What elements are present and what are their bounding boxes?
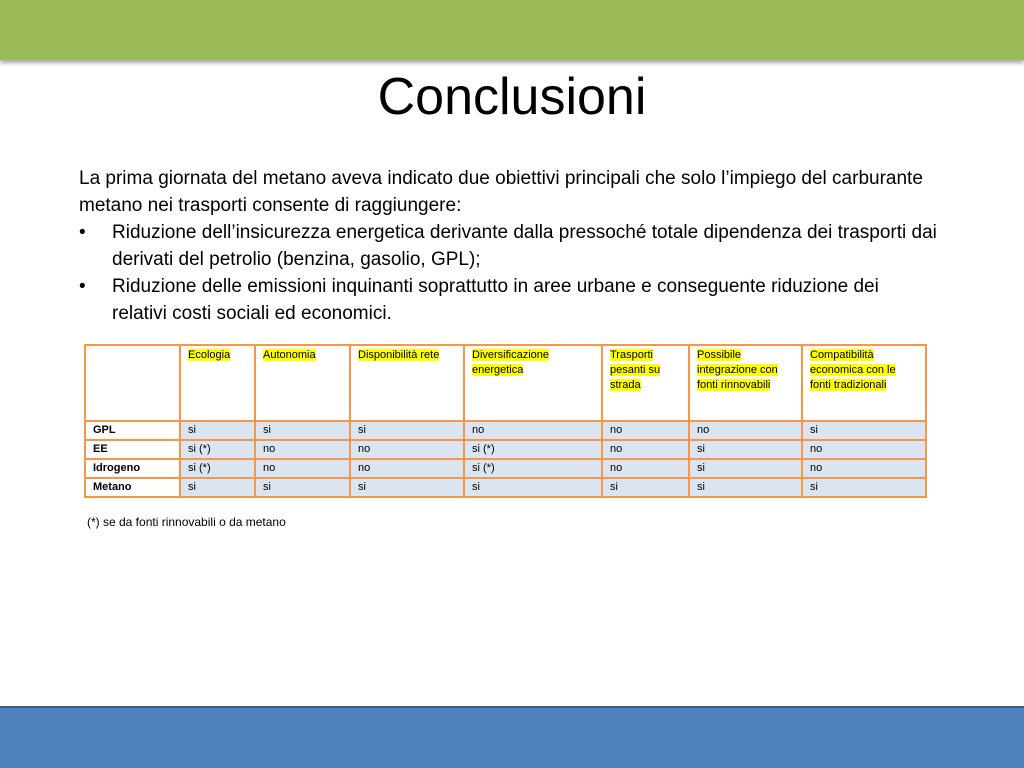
header-cell-empty xyxy=(85,345,180,421)
intro-text xyxy=(79,165,939,327)
footnote: (*) se da fonti rinnovabili o da metano xyxy=(87,515,286,529)
table-cell: no xyxy=(255,459,350,478)
table-cell: si xyxy=(350,421,464,440)
bullet-text: Riduzione delle emissioni inquinanti soprattutto in aree urbane e conseguente riduzione dei relativi costi sociali ed economici. xyxy=(112,276,879,324)
bottom-banner xyxy=(0,706,1024,768)
table-cell: no xyxy=(350,440,464,459)
intro-paragraph: La prima giornata del metano aveva indicato due obiettivi principali che solo l’impiego del carburante metano nei trasporti consente di raggiungere: xyxy=(79,168,923,216)
row-label: GPL xyxy=(85,421,180,440)
table-cell: si xyxy=(180,478,255,497)
comparison-table-wrapper xyxy=(84,344,925,498)
comparison-table xyxy=(84,344,927,498)
table-cell: si (*) xyxy=(464,440,602,459)
top-banner xyxy=(0,0,1024,60)
header-cell-diversificazione: Diversificazione energetica xyxy=(464,345,602,421)
bullet-icon: • xyxy=(79,222,86,243)
table-cell: no xyxy=(464,421,602,440)
bullet-list xyxy=(79,219,939,327)
table-cell: si xyxy=(689,459,802,478)
header-cell-trasporti-pesanti: Trasporti pesanti su strada xyxy=(602,345,689,421)
table-cell: si (*) xyxy=(180,440,255,459)
table-cell: no xyxy=(255,440,350,459)
table-cell: si xyxy=(255,421,350,440)
table-cell: no xyxy=(802,440,926,459)
table-cell: no xyxy=(602,440,689,459)
table-cell: si xyxy=(802,421,926,440)
bullet-text: Riduzione dell’insicurezza energetica derivante dalla pressoché totale dipendenza dei trasporti dai derivati del petrolio (benzina, gasolio, GPL); xyxy=(112,222,937,270)
bullet-icon: • xyxy=(79,276,86,297)
table-cell: no xyxy=(689,421,802,440)
header-cell-ecologia: Ecologia xyxy=(180,345,255,421)
slide-title: Conclusioni xyxy=(377,68,647,126)
table-row-gpl xyxy=(85,421,926,440)
table-cell: si (*) xyxy=(180,459,255,478)
table-cell: si xyxy=(464,478,602,497)
bullet-item xyxy=(79,219,939,273)
table-cell: si xyxy=(802,478,926,497)
row-label: Metano xyxy=(85,478,180,497)
row-label: Idrogeno xyxy=(85,459,180,478)
table-cell: si (*) xyxy=(464,459,602,478)
table-header-row xyxy=(85,345,926,421)
header-cell-integrazione-rinnovabili: Possibile integrazione con fonti rinnovabili xyxy=(689,345,802,421)
table-cell: no xyxy=(802,459,926,478)
bullet-item xyxy=(79,273,939,327)
table-cell: si xyxy=(602,478,689,497)
header-cell-autonomia: Autonomia xyxy=(255,345,350,421)
table-cell: no xyxy=(350,459,464,478)
table-cell: no xyxy=(602,421,689,440)
header-cell-disponibilita-rete: Disponibilità rete xyxy=(350,345,464,421)
header-cell-compatibilita-economica: Compatibilità economica con le fonti tradizionali xyxy=(802,345,926,421)
table-cell: si xyxy=(255,478,350,497)
table-cell: si xyxy=(689,440,802,459)
table-cell: no xyxy=(602,459,689,478)
table-row-idrogeno xyxy=(85,459,926,478)
table-cell: si xyxy=(689,478,802,497)
table-row-metano xyxy=(85,478,926,497)
table-cell: si xyxy=(350,478,464,497)
table-row-ee xyxy=(85,440,926,459)
table-cell: si xyxy=(180,421,255,440)
row-label: EE xyxy=(85,440,180,459)
